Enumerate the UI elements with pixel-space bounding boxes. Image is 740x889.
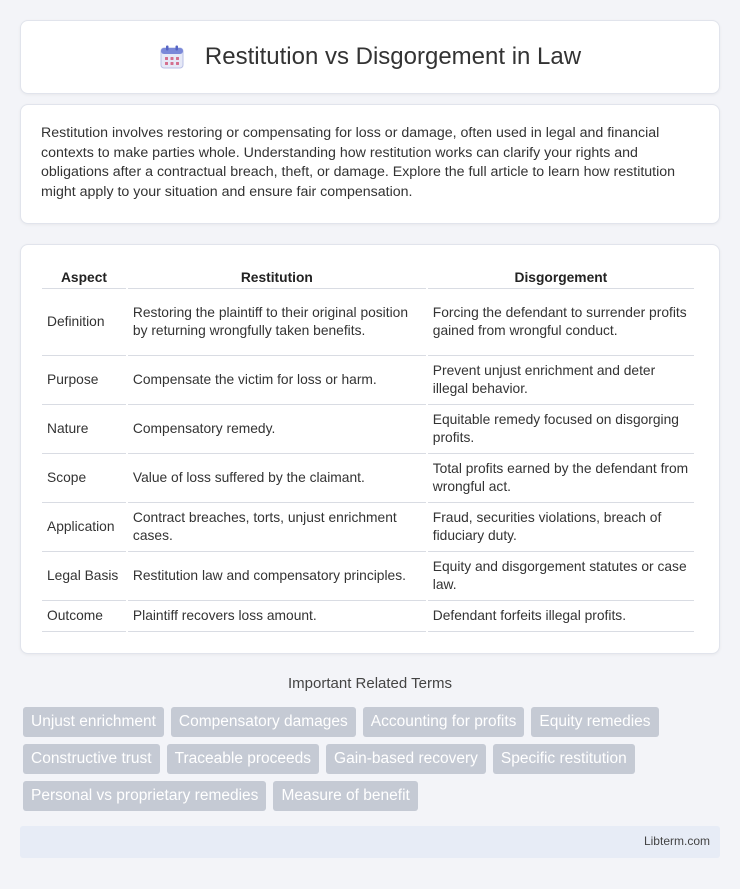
tag-equity-remedies[interactable]: Equity remedies (531, 707, 658, 737)
cell-restitution: Restitution law and compensatory principles. (128, 552, 426, 601)
intro-text: Restitution involves restoring or compensating for loss or damage, often used in legal and financial contexts to make parties whole. Understanding how restitution works can clarify your rights and obligations after a contractual breach, theft, or damage. Explore the full article to learn how restitution might apply to your situation and ensure fair compensation. (41, 125, 676, 200)
intro-card (20, 104, 720, 224)
cell-restitution: Contract breaches, torts, unjust enrichment cases. (128, 503, 426, 552)
cell-disgorgement: Equity and disgorgement statutes or case law. (428, 552, 694, 601)
tag-specific-restitution[interactable]: Specific restitution (493, 744, 635, 774)
table-row (42, 289, 694, 356)
table-header-row (42, 265, 694, 289)
table-row (42, 601, 694, 632)
cell-aspect: Application (42, 503, 126, 552)
cell-aspect: Definition (42, 289, 126, 356)
table-row (42, 356, 694, 405)
cell-aspect: Nature (42, 405, 126, 454)
calendar-icon (159, 44, 185, 70)
related-terms-title: Important Related Terms (288, 675, 452, 692)
cell-restitution: Plaintiff recovers loss amount. (128, 601, 426, 632)
tag-measure-of-benefit[interactable]: Measure of benefit (273, 781, 417, 811)
cell-restitution: Compensate the victim for loss or harm. (128, 356, 426, 405)
cell-disgorgement: Forcing the defendant to surrender profits gained from wrongful conduct. (428, 289, 694, 356)
cell-restitution: Restoring the plaintiff to their original position by returning wrongfully taken benefits. (128, 289, 426, 356)
tag-compensatory-damages[interactable]: Compensatory damages (171, 707, 356, 737)
cell-restitution: Compensatory remedy. (128, 405, 426, 454)
cell-aspect: Outcome (42, 601, 126, 632)
tag-unjust-enrichment[interactable]: Unjust enrichment (23, 707, 164, 737)
tag-gain-based-recovery[interactable]: Gain-based recovery (326, 744, 486, 774)
tag-traceable-proceeds[interactable]: Traceable proceeds (167, 744, 319, 774)
table-row (42, 503, 694, 552)
cell-disgorgement: Total profits earned by the defendant from wrongful act. (428, 454, 694, 503)
table-row (42, 454, 694, 503)
table-row (42, 405, 694, 454)
cell-aspect: Scope (42, 454, 126, 503)
footer (20, 826, 720, 858)
header-card (20, 20, 720, 94)
footer-site-link[interactable]: Libterm.com (643, 834, 710, 848)
table-row (42, 552, 694, 601)
page-title: Restitution vs Disgorgement in Law (204, 43, 582, 70)
comparison-table (40, 265, 696, 632)
cell-aspect: Legal Basis (42, 552, 126, 601)
related-terms-list (23, 707, 723, 811)
header-aspect: Aspect (42, 265, 126, 289)
cell-disgorgement: Defendant forfeits illegal profits. (428, 601, 694, 632)
cell-restitution: Value of loss suffered by the claimant. (128, 454, 426, 503)
tag-personal-vs-proprietary-remedies[interactable]: Personal vs proprietary remedies (23, 781, 266, 811)
tag-constructive-trust[interactable]: Constructive trust (23, 744, 160, 774)
cell-aspect: Purpose (42, 356, 126, 405)
comparison-table-card (20, 244, 720, 654)
cell-disgorgement: Equitable remedy focused on disgorging profits. (428, 405, 694, 454)
header-disgorgement: Disgorgement (428, 265, 694, 289)
cell-disgorgement: Fraud, securities violations, breach of fiduciary duty. (428, 503, 694, 552)
cell-disgorgement: Prevent unjust enrichment and deter illegal behavior. (428, 356, 694, 405)
tag-accounting-for-profits[interactable]: Accounting for profits (363, 707, 525, 737)
header-restitution: Restitution (128, 265, 426, 289)
